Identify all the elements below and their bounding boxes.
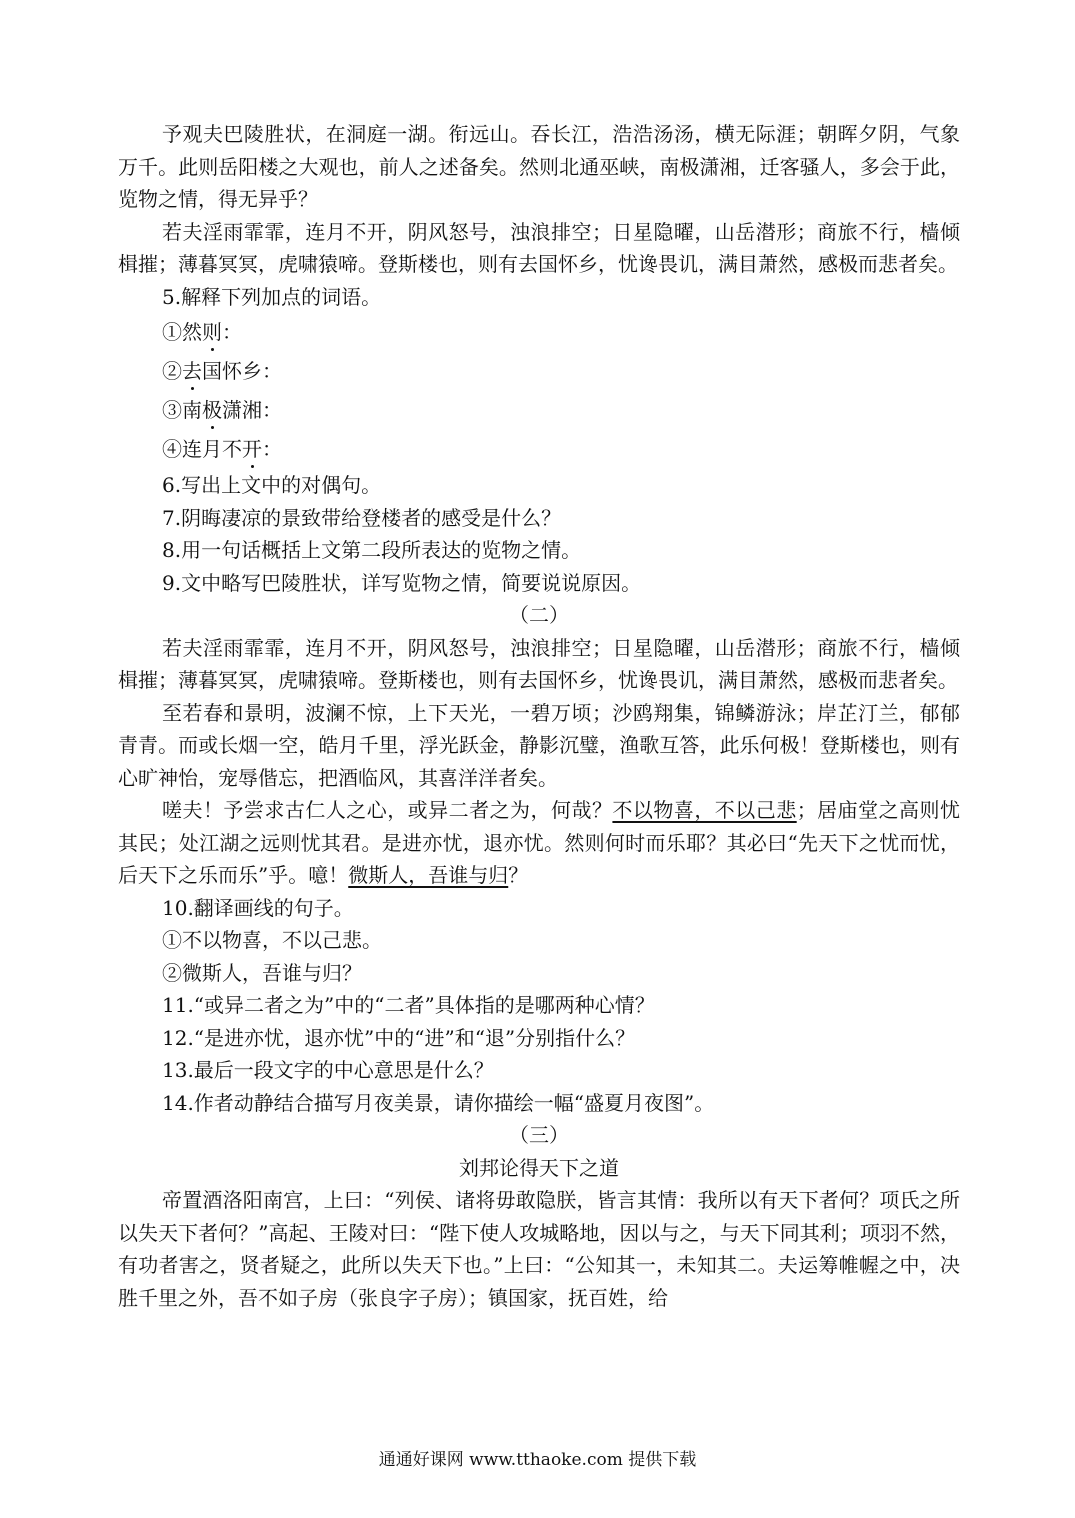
passage-paragraph: 嗟夫！予尝求古仁人之心，或异二者之为，何哉？不以物喜，不以己悲；居庙堂之高则忧其民；处江湖之远则忧其君。是进亦忧，退亦忧。然则何时而乐耶？其必曰“先天下之忧而忧，后天下之乐而乐”乎。噫！微斯人，吾谁与归？	[118, 798, 961, 887]
question-5: 5.解释下列加点的词语。	[162, 284, 382, 309]
dotted-character: 开	[242, 437, 262, 461]
section-heading: （三）	[509, 1123, 569, 1147]
passage-paragraph: 帝置酒洛阳南宫，上曰：“列侯、诸将毋敢隐朕，皆言其情：我所以有天下者何？项氏之所以失天下者何？”高起、王陵对曰：“陛下使人攻城略地，因以与之，与天下同其利；项羽不然，有功者害之，贤者疑之，此所以失天下也。”上曰：“公知其一，未知其二。夫运筹帷幄之中，决胜千里之外，吾不如子房（张良字子房）；镇国家，抚百姓，给	[118, 1188, 960, 1310]
dotted-character: 去	[182, 359, 202, 383]
page-footer: 通通好课网 www.tthaoke.com 提供下载	[378, 1450, 697, 1470]
section-heading: （二）	[509, 603, 569, 627]
question-10-item: ①不以物喜，不以己悲。	[162, 928, 382, 952]
passage-paragraph: 若夫淫雨霏霏，连月不开，阴风怒号，浊浪排空；日星隐曜，山岳潜形；商旅不行，樯倾楫摧；薄暮冥冥，虎啸猿啼。登斯楼也，则有去国怀乡，忧谗畏讥，满目萧然，感极而悲者矣。	[118, 219, 960, 276]
dotted-character: 则	[202, 320, 222, 344]
question-12: 12.“是进亦忧，退亦忧”中的“进”和“退”分别指什么？	[162, 1025, 636, 1050]
question-9: 9.文中略写巴陵胜状，详写览物之情，简要说说原因。	[162, 570, 642, 595]
passage-paragraph: 予观夫巴陵胜状，在洞庭一湖。衔远山。吞长江，浩浩汤汤，横无际涯；朝晖夕阴，气象万千。此则岳阳楼之大观也，前人之述备矣。然则北通巫峡，南极潇湘，迁客骚人，多会于此，览物之情，得无异乎？	[118, 122, 960, 211]
passage-paragraph: 至若春和景明，波澜不惊，上下天光，一碧万顷；沙鸥翔集，锦鳞游泳；岸芷汀兰，郁郁青青。而或长烟一空，皓月千里，浮光跃金，静影沉璧，渔歌互答，此乐何极！登斯楼也，则有心旷神怡，宠辱偕忘，把酒临风，其喜洋洋者矣。	[118, 700, 960, 790]
question-5-item: ①然则：	[162, 320, 242, 344]
question-11: 11.“或异二者之为”中的“二者”具体指的是哪两种心情？	[162, 993, 655, 1017]
document-body	[118, 118, 960, 1314]
question-10: 10.翻译画线的句子。	[162, 895, 354, 920]
dotted-character: 极	[202, 398, 222, 422]
question-8: 8.用一句话概括上文第二段所表达的览物之情。	[162, 538, 582, 562]
question-5-item: ②去国怀乡：	[162, 359, 282, 383]
question-13: 13.最后一段文字的中心意思是什么？	[162, 1058, 494, 1082]
underlined-sentence: 微斯人，吾谁与归	[348, 863, 509, 887]
question-5-item: ④连月不开：	[162, 437, 282, 461]
passage-title: 刘邦论得天下之道	[459, 1155, 619, 1180]
question-7: 7.阴晦凄凉的景致带给登楼者的感受是什么？	[162, 505, 562, 530]
question-5-item: ③南极潇湘：	[162, 398, 282, 422]
underlined-sentence: 不以物喜，不以己悲	[612, 798, 797, 822]
question-14: 14.作者动静结合描写月夜美景，请你描绘一幅“盛夏月夜图”。	[162, 1090, 715, 1115]
passage-paragraph: 若夫淫雨霏霏，连月不开，阴风怒号，浊浪排空；日星隐曜，山岳潜形；商旅不行，樯倾楫摧；薄暮冥冥，虎啸猿啼。登斯楼也，则有去国怀乡，忧谗畏讥，满目萧然，感极而悲者矣。	[118, 635, 960, 692]
question-6: 6.写出上文中的对偶句。	[162, 473, 382, 497]
question-10-item: ②微斯人，吾谁与归？	[162, 960, 362, 985]
